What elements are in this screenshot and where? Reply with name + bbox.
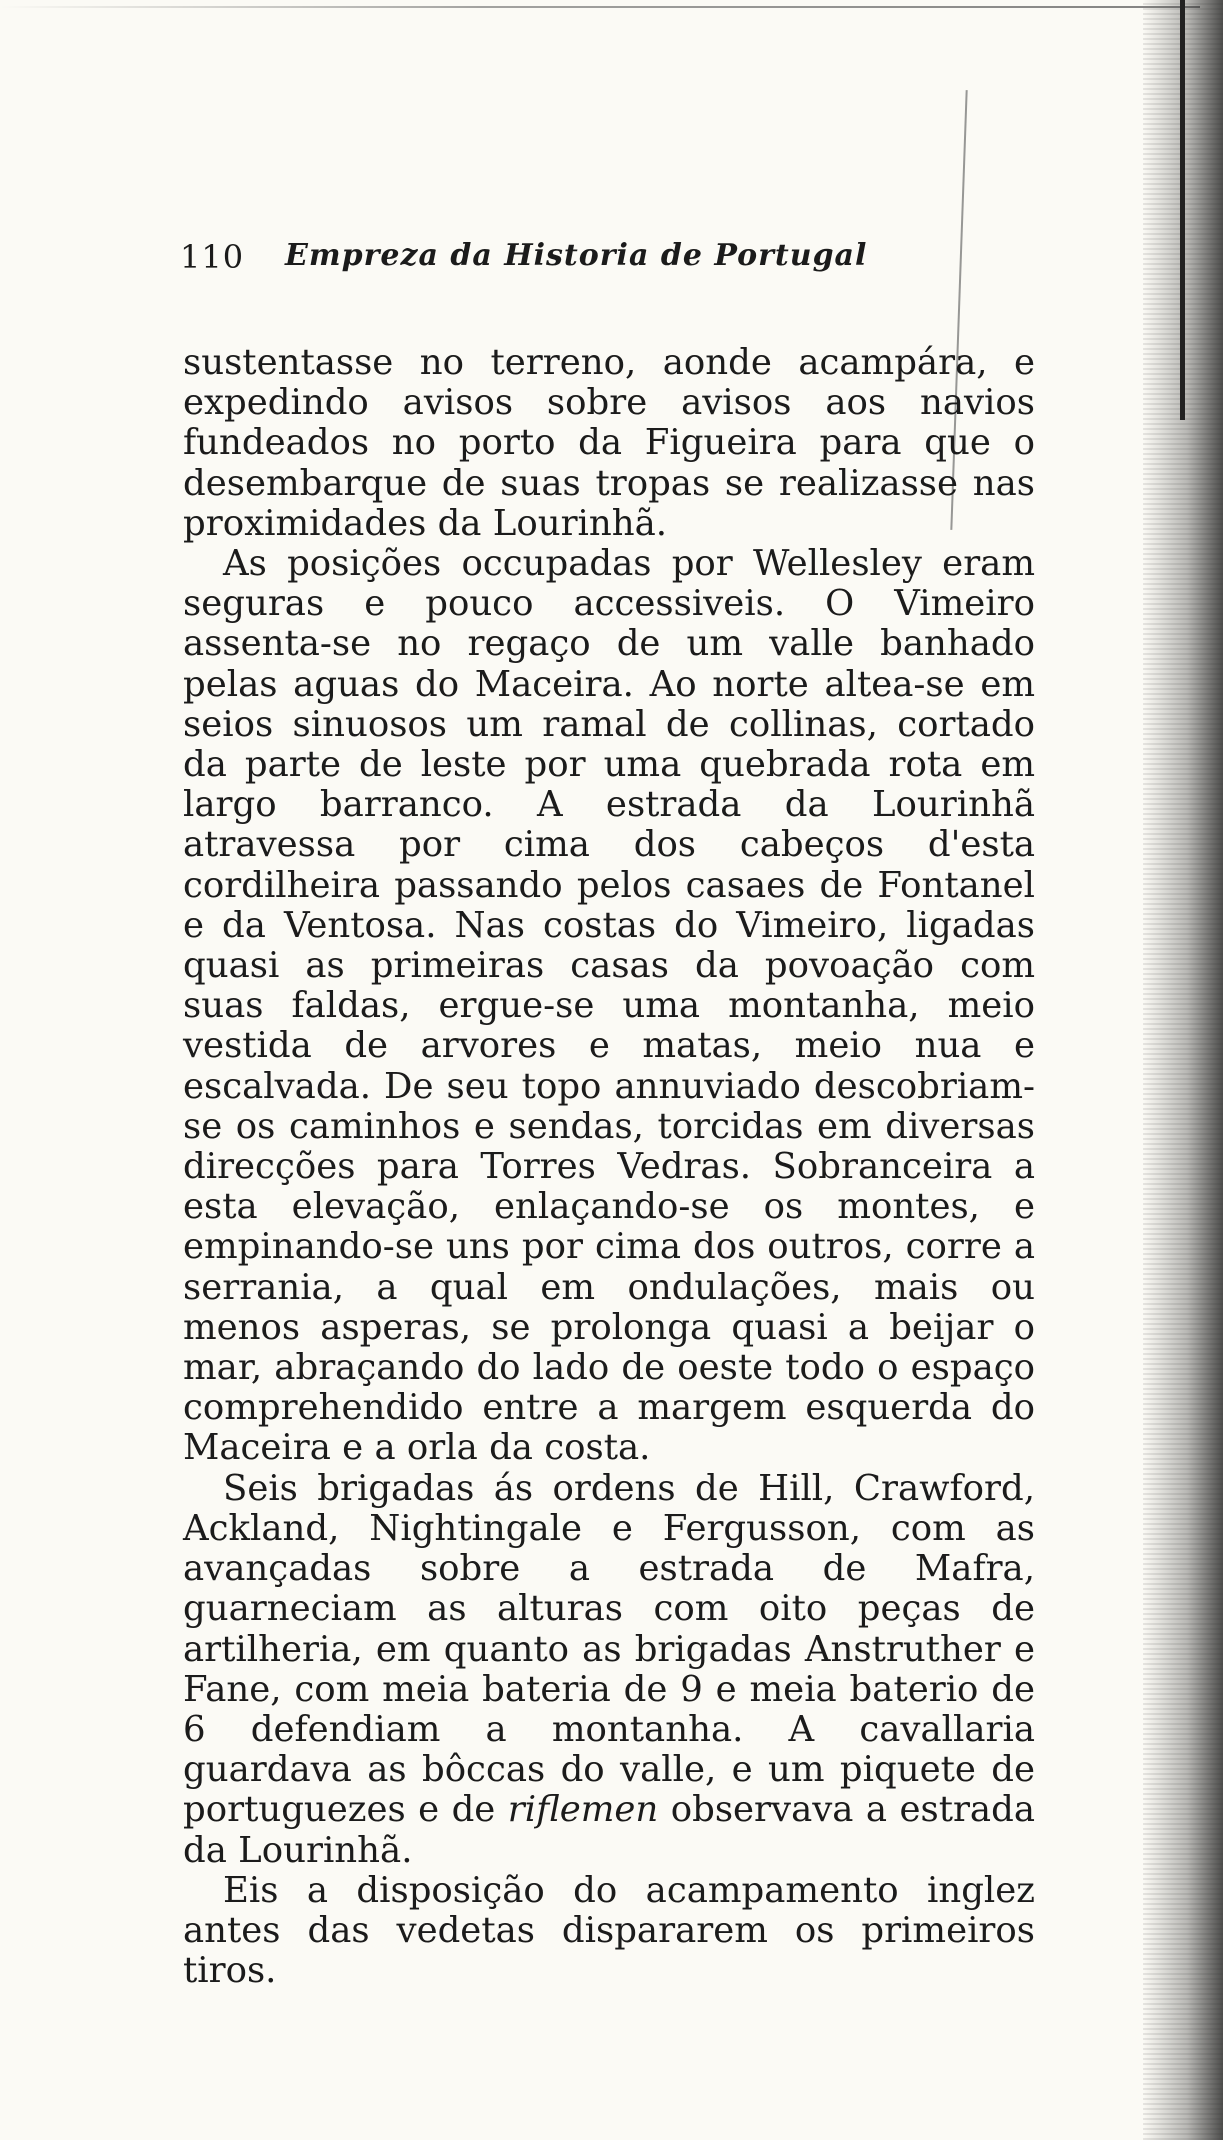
riflemen-italic: riflemen (507, 1789, 659, 1831)
page-header (180, 238, 1020, 278)
paragraph-brigades-text-after: observava a estrada da Lourinhã. (183, 1789, 1035, 1871)
page-edge-line (1180, 0, 1185, 420)
running-head: Empreza da Historia de Portugal (285, 238, 868, 273)
paragraph-brigades-text-before: Seis brigadas ás ordens de Hill, Crawford, Ackland, Nightingale e Fergusson, com as avançadas sobre a estrada de Mafra, guarneciam as alturas com oito peças de artilheria, em quanto as brigadas Anstruther e Fane, com meia bateria de 9 e meia baterio de 6 defendiam a montanha. A cavallaria guardava as bôccas do valle, e um piquete de portuguezes e de (183, 1467, 1035, 1831)
paragraph-brigades (183, 1469, 1035, 1871)
page-number: 110 (180, 238, 245, 276)
paragraph-vimeiro-description: As posições occupadas por Wellesley eram seguras e pouco accessiveis. O Vimeiro assenta-se no regaço de um valle banhado pelas aguas do Maceira. Ao norte altea-se em seios sinuosos um ramal de collinas, cortado da parte de leste por uma quebrada rota em largo barranco. A estrada da Lourinhã atravessa por cima dos cabeços d'esta cordilheira passando pelos casaes de Fontanel e da Ventosa. Nas costas do Vimeiro, ligadas quasi as primeiras casas da povoação com suas faldas, ergue-se uma montanha, meio vestida de arvores e matas, meio nua e escalvada. De seu topo annuviado descobriam-se os caminhos e sendas, torcidas em diversas direcções para Torres Vedras. Sobranceira a esta elevação, enlaçando-se os montes, e empinando-se uns por cima dos outros, corre a serrania, a qual em ondulações, mais ou menos asperas, se prolonga quasi a beijar o mar, abraçando do lado de oeste todo o espaço comprehendido entre a margem esquerda do Maceira e a orla da costa. (183, 543, 1035, 1469)
body-text (183, 343, 1035, 1991)
paragraph-closing: Eis a disposição do acampamento inglez antes das vedetas dispararem os primeiros tiros. (183, 1869, 1035, 1992)
paragraph-continuation: sustentasse no terreno, aonde acampára, e expedindo avisos sobre avisos aos navios fundeados no porto da Figueira para que o desembarque de suas tropas se realizasse nas proximidades da Lourinhã. (183, 342, 1035, 544)
top-edge-rule (0, 6, 1200, 8)
